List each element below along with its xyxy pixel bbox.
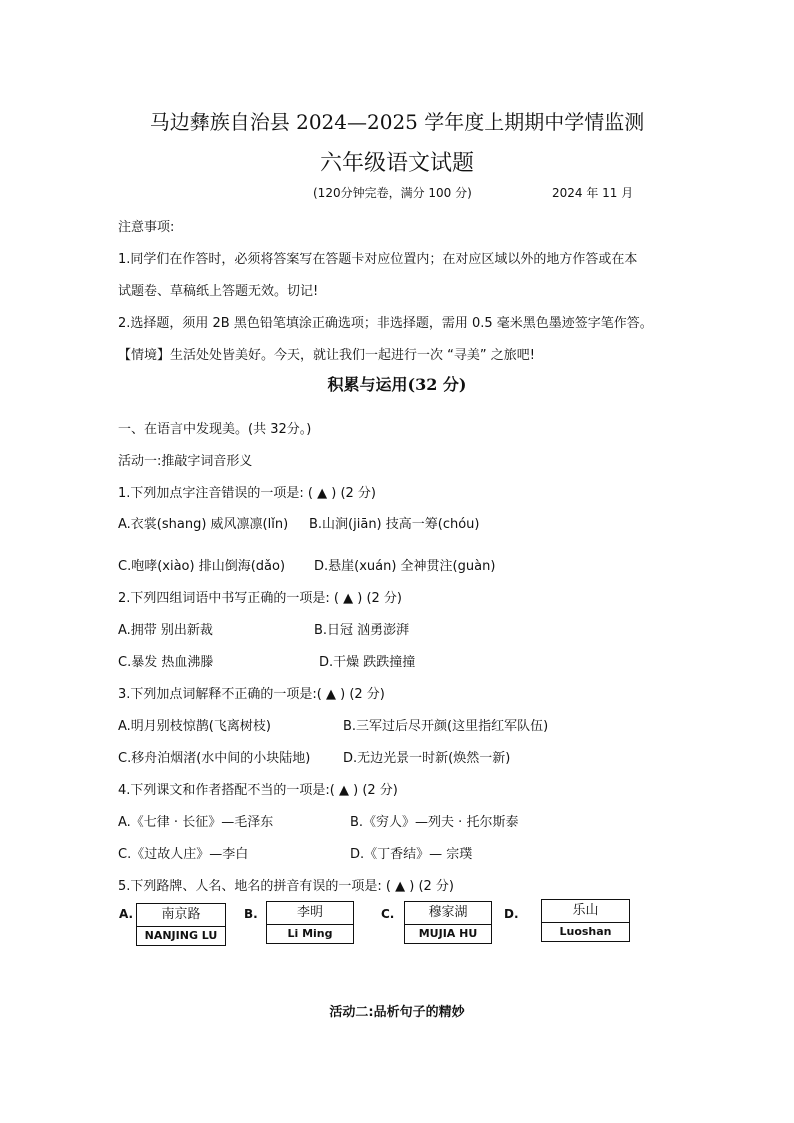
question-4-option-b: B.《穷人》—列夫 · 托尔斯泰 — [350, 815, 519, 830]
question-2-stem: 2.下列四组词语中书写正确的一项是: ( ▲ ) (2 分) — [118, 591, 403, 606]
context-intro: 【情境】生活处处皆美好。今天，就让我们一起进行一次 “寻美” 之旅吧! — [118, 348, 535, 363]
note-1-line-2: 试题卷、草稿纸上答题无效。切记! — [118, 284, 319, 299]
question-3-option-a: A.明月别枝惊鹊(飞离树枝) — [118, 719, 271, 734]
part-one-heading: 一、在语言中发现美。(共 32分。) — [118, 422, 312, 437]
question-3-option-d: D.无边光景一时新(焕然一新) — [343, 751, 511, 766]
exam-date: 2024 年 11 月 — [552, 186, 634, 200]
street-sign-d — [541, 899, 630, 942]
sign-a-letter: A. — [119, 907, 134, 921]
sign-c-letter: C. — [381, 907, 395, 921]
question-5-stem: 5.下列路牌、人名、地名的拼音有误的一项是: ( ▲ ) (2 分) — [118, 879, 455, 894]
activity-1-heading: 活动一:推敲字词音形义 — [118, 454, 253, 469]
sign-a-pinyin: NANJING LU — [144, 929, 218, 942]
section-title: 积累与运用(32 分) — [327, 375, 467, 394]
sign-c-pinyin: MUJIA HU — [418, 927, 478, 940]
sign-d-letter: D. — [504, 907, 519, 921]
note-1-line-1: 1.同学们在作答时，必须将答案写在答题卡对应位置内；在对应区域以外的地方作答或在本 — [118, 252, 638, 267]
sign-c-chinese: 穆家湖 — [405, 902, 491, 925]
question-1-option-a: A.衣裳(shang) 威风凛凛(lǐn) — [118, 517, 289, 532]
question-3-option-b: B.三军过后尽开颜(这里指红军队伍) — [343, 719, 549, 734]
exam-title: 马边彝族自治县 2024—2025 学年度上期期中学情监测 — [149, 110, 645, 134]
question-4-stem: 4.下列课文和作者搭配不当的一项是:( ▲ ) (2 分) — [118, 783, 398, 798]
sign-d-chinese: 乐山 — [542, 900, 629, 923]
street-sign-b — [266, 901, 354, 944]
question-3-stem: 3.下列加点词解释不正确的一项是:( ▲ ) (2 分) — [118, 687, 385, 702]
exam-subtitle: 六年级语文试题 — [319, 151, 474, 176]
question-4-option-d: D.《丁香结》— 宗璞 — [350, 847, 473, 862]
question-2-option-b: B.日冠 汹勇澎湃 — [314, 623, 410, 638]
question-2-option-a: A.拥带 别出新裁 — [118, 623, 213, 638]
sign-a-chinese: 南京路 — [137, 904, 225, 927]
question-1-option-c: C.咆哮(xiào) 排山倒海(dǎo) — [118, 559, 286, 574]
note-2: 2.选择题，须用 2B 黑色铅笔填涂正确选项；非选择题，需用 0.5 毫米黑色墨迹签字笔作答。 — [118, 316, 653, 331]
question-1-option-b: B.山涧(jiān) 技高一筹(chóu) — [309, 517, 480, 532]
street-sign-c — [404, 901, 492, 944]
question-4-option-c: C.《过故人庄》—李白 — [118, 847, 249, 862]
notes-heading: 注意事项: — [118, 220, 175, 235]
question-3-option-c: C.移舟泊烟渚(水中间的小块陆地) — [118, 751, 311, 766]
activity-2-heading: 活动二:品析句子的精妙 — [329, 1005, 465, 1020]
sign-d-pinyin: Luoshan — [559, 925, 612, 938]
sign-b-chinese: 李明 — [267, 902, 353, 925]
question-1-stem: 1.下列加点字注音错误的一项是: ( ▲ ) (2 分) — [118, 486, 377, 501]
sign-b-letter: B. — [244, 907, 258, 921]
sign-b-pinyin: Li Ming — [287, 927, 333, 940]
question-2-option-c: C.暴发 热血沸滕 — [118, 655, 214, 670]
question-1-option-d: D.悬崖(xuán) 全神贯注(guàn) — [314, 559, 496, 574]
question-2-option-d: D.干燥 跌跌撞撞 — [319, 655, 416, 670]
street-sign-a — [136, 903, 226, 946]
exam-info: (120分钟完卷，满分 100 分) — [313, 186, 472, 200]
question-4-option-a: A.《七律 · 长征》—毛泽东 — [118, 815, 274, 830]
